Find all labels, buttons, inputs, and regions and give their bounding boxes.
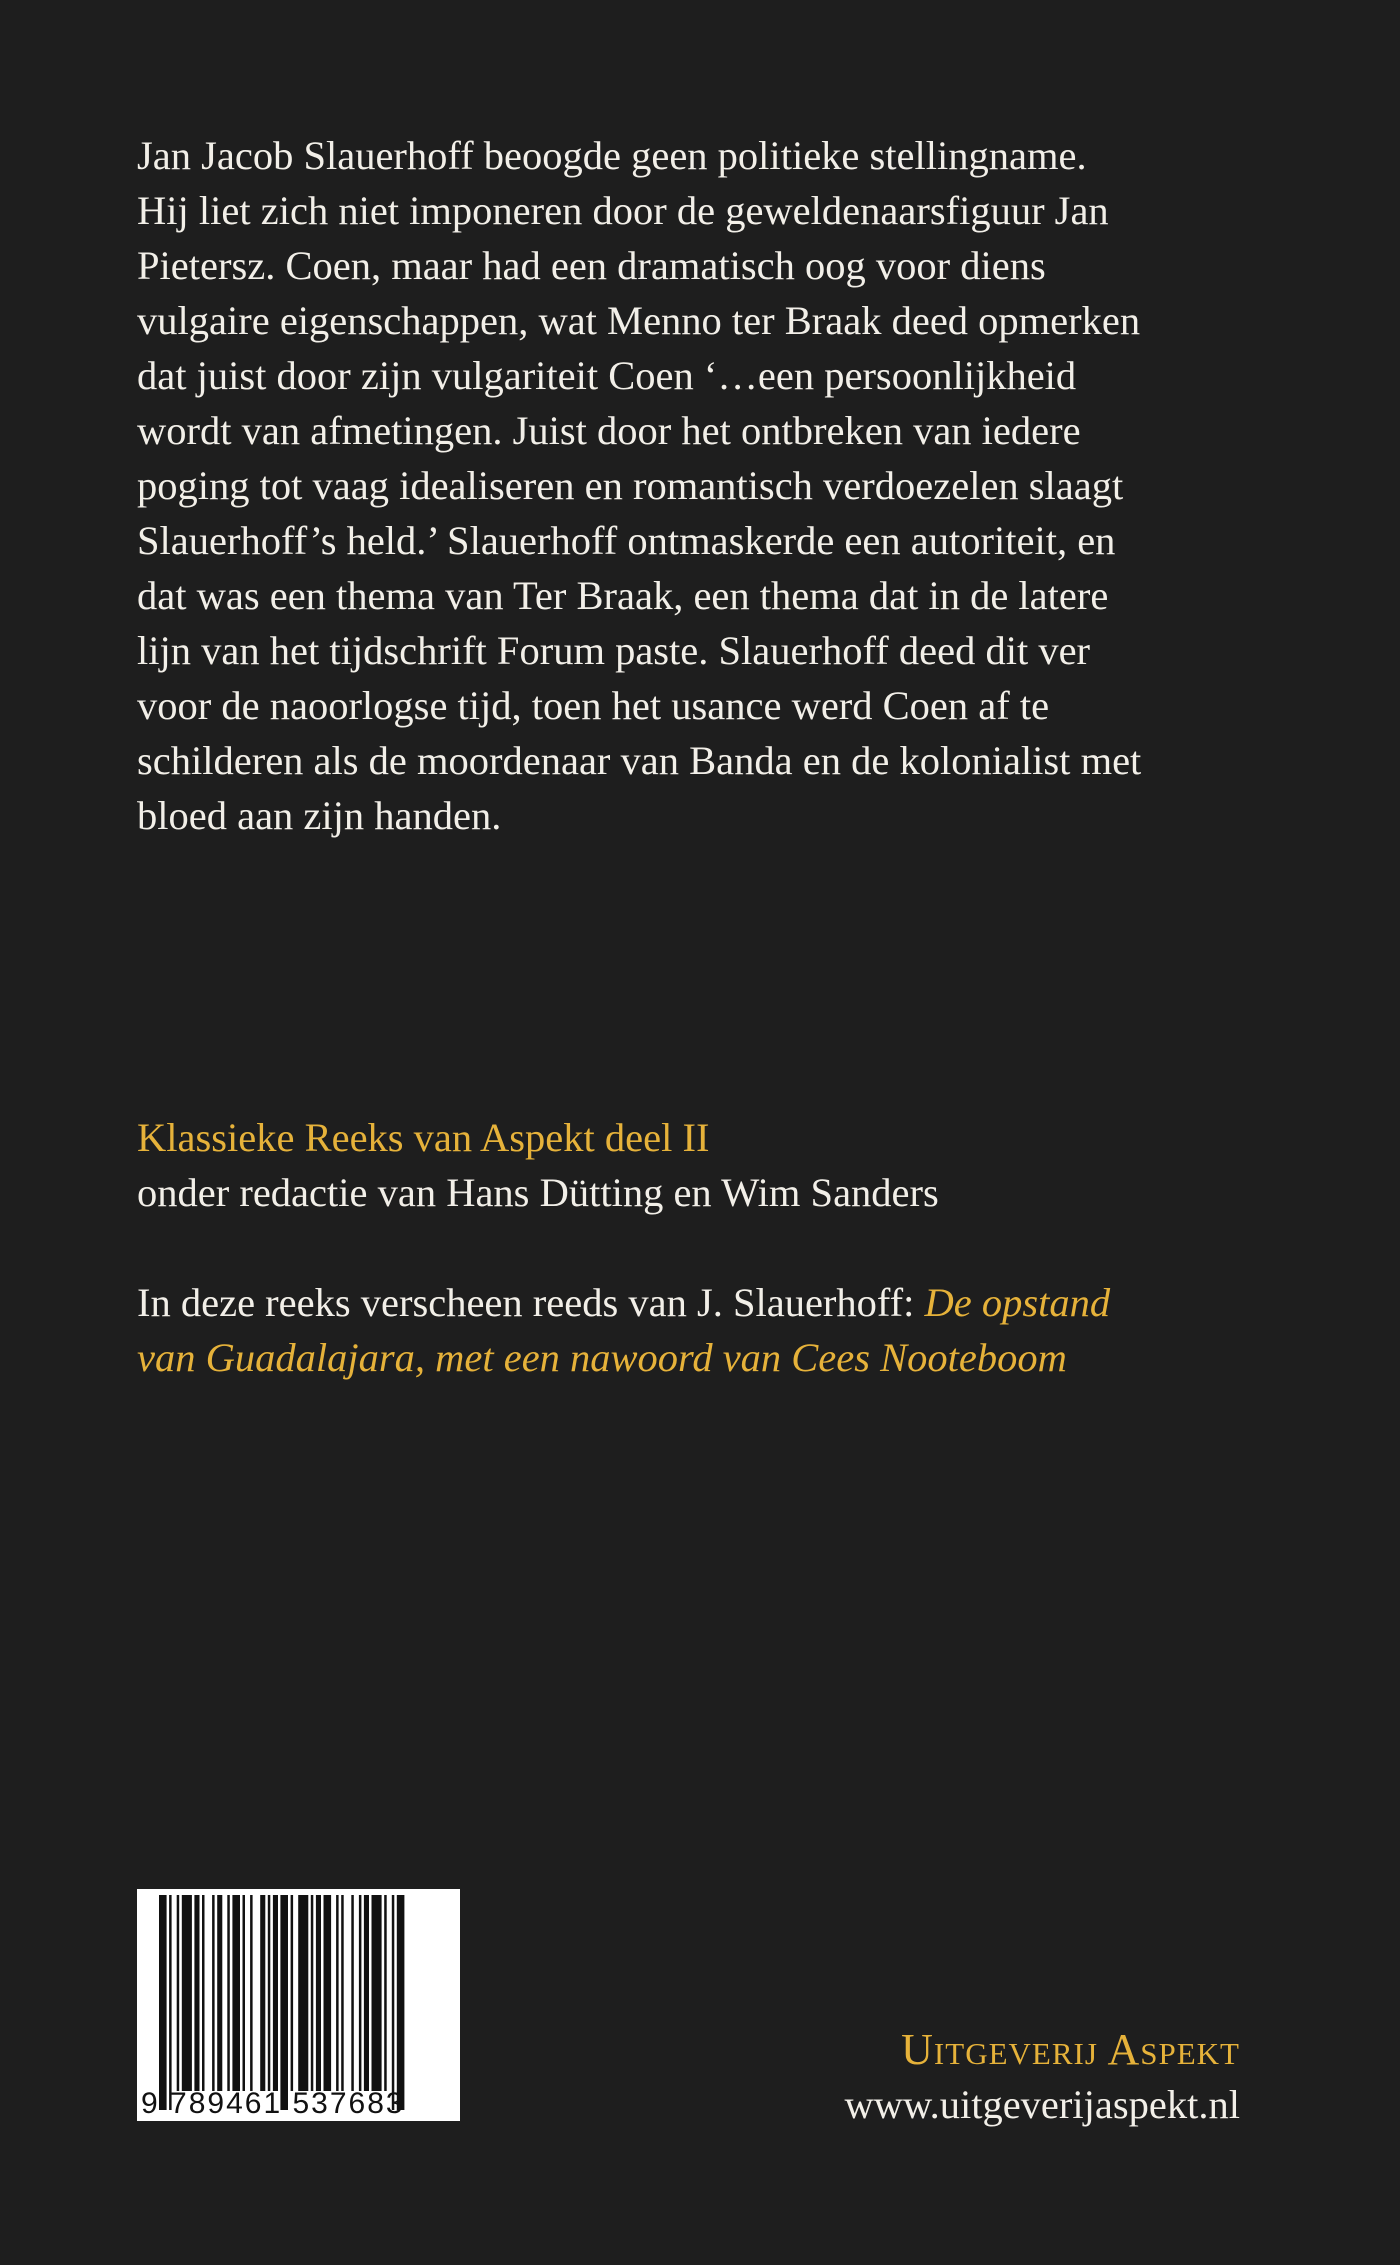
blurb-line: voor de naoorlogse tijd, toen het usance werd Coen af te xyxy=(137,683,1050,728)
barcode-bar xyxy=(177,1895,180,2091)
barcode-bar xyxy=(202,1895,205,2091)
barcode-bar xyxy=(159,1895,167,2110)
isbn-barcode xyxy=(137,1889,460,2121)
barcode-bar xyxy=(359,1895,362,2091)
barcode-bar xyxy=(336,1895,339,2091)
blurb-line: Jan Jacob Slauerhoff beoogde geen politieke stellingname. xyxy=(137,133,1087,178)
barcode-bar xyxy=(260,1895,265,2091)
barcode-bar xyxy=(232,1895,240,2091)
previous-publication xyxy=(137,1275,1297,1330)
blurb-line: dat juist door zijn vulgariteit Coen ‘…een persoonlijkheid xyxy=(137,353,1077,398)
barcode-bar xyxy=(311,1895,314,2091)
blurb-line: Slauerhoff’s held.’ Slauerhoff ontmaskerde een autoriteit, en xyxy=(137,518,1116,563)
barcode-bar xyxy=(217,1895,222,2091)
series-title: Klassieke Reeks van Aspekt deel II xyxy=(137,1115,710,1160)
blurb-line: Pietersz. Coen, maar had een dramatisch oog voor diens xyxy=(137,243,1046,288)
publisher-name: Uitgeverij Aspekt xyxy=(901,2025,1240,2074)
blurb-line: poging tot vaag idealiseren en romantisch verdoezelen slaagt xyxy=(137,463,1124,508)
barcode-bar xyxy=(298,1895,308,2091)
spacer xyxy=(137,1220,1297,1275)
barcode-bar xyxy=(351,1895,354,2091)
blurb-line: bloed aan zijn handen. xyxy=(137,793,502,838)
isbn-number: 9 789461 537683 xyxy=(141,2087,405,2120)
barcode-bar xyxy=(397,1895,405,2110)
barcode-bar xyxy=(273,1895,278,2091)
blurb-line: schilderen als de moordenaar van Banda en de kolonialist met xyxy=(137,738,1142,783)
publisher-block xyxy=(844,2022,1240,2132)
barcode-bar xyxy=(291,1895,294,2091)
barcode-bar xyxy=(364,1895,369,2091)
blurb-line: wordt van afmetingen. Juist door het ontbreken van iedere xyxy=(137,408,1081,453)
barcode-bar xyxy=(372,1895,382,2091)
barcode-bar xyxy=(194,1895,199,2091)
barcode-bar xyxy=(324,1895,332,2091)
barcode-bar xyxy=(243,1895,246,2091)
previous-title: De opstand xyxy=(924,1280,1111,1325)
barcode-bar xyxy=(280,1895,288,2110)
blurb-line: Hij liet zich niet imponeren door de geweldenaarsfiguur Jan xyxy=(137,188,1109,233)
barcode-bar xyxy=(268,1895,271,2091)
back-cover-blurb xyxy=(137,128,1277,843)
barcode-bar xyxy=(182,1895,192,2091)
series-editors: onder redactie van Hans Dütting en Wim Sanders xyxy=(137,1170,939,1215)
previous-title-continued: van Guadalajara, met een nawoord van Cees Nooteboom xyxy=(137,1335,1067,1380)
barcode-bar xyxy=(341,1895,344,2091)
barcode-bar xyxy=(250,1895,253,2091)
blurb-line: dat was een thema van Ter Braak, een thema dat in de latere xyxy=(137,573,1109,618)
barcode-bar xyxy=(316,1895,321,2091)
blurb-line: lijn van het tijdschrift Forum paste. Slauerhoff deed dit ver xyxy=(137,628,1091,673)
barcode-bar xyxy=(392,1895,395,2110)
barcode-bar xyxy=(212,1895,215,2091)
barcode-bar xyxy=(227,1895,230,2091)
blurb-line: vulgaire eigenschappen, wat Menno ter Braak deed opmerken xyxy=(137,298,1141,343)
series-info xyxy=(137,1110,1297,1385)
previous-intro: In deze reeks verscheen reeds van J. Slauerhoff: xyxy=(137,1280,925,1325)
publisher-url: www.uitgeverijaspekt.nl xyxy=(844,2082,1240,2127)
barcode-bar xyxy=(169,1895,172,2110)
barcode-bar xyxy=(384,1895,387,2091)
